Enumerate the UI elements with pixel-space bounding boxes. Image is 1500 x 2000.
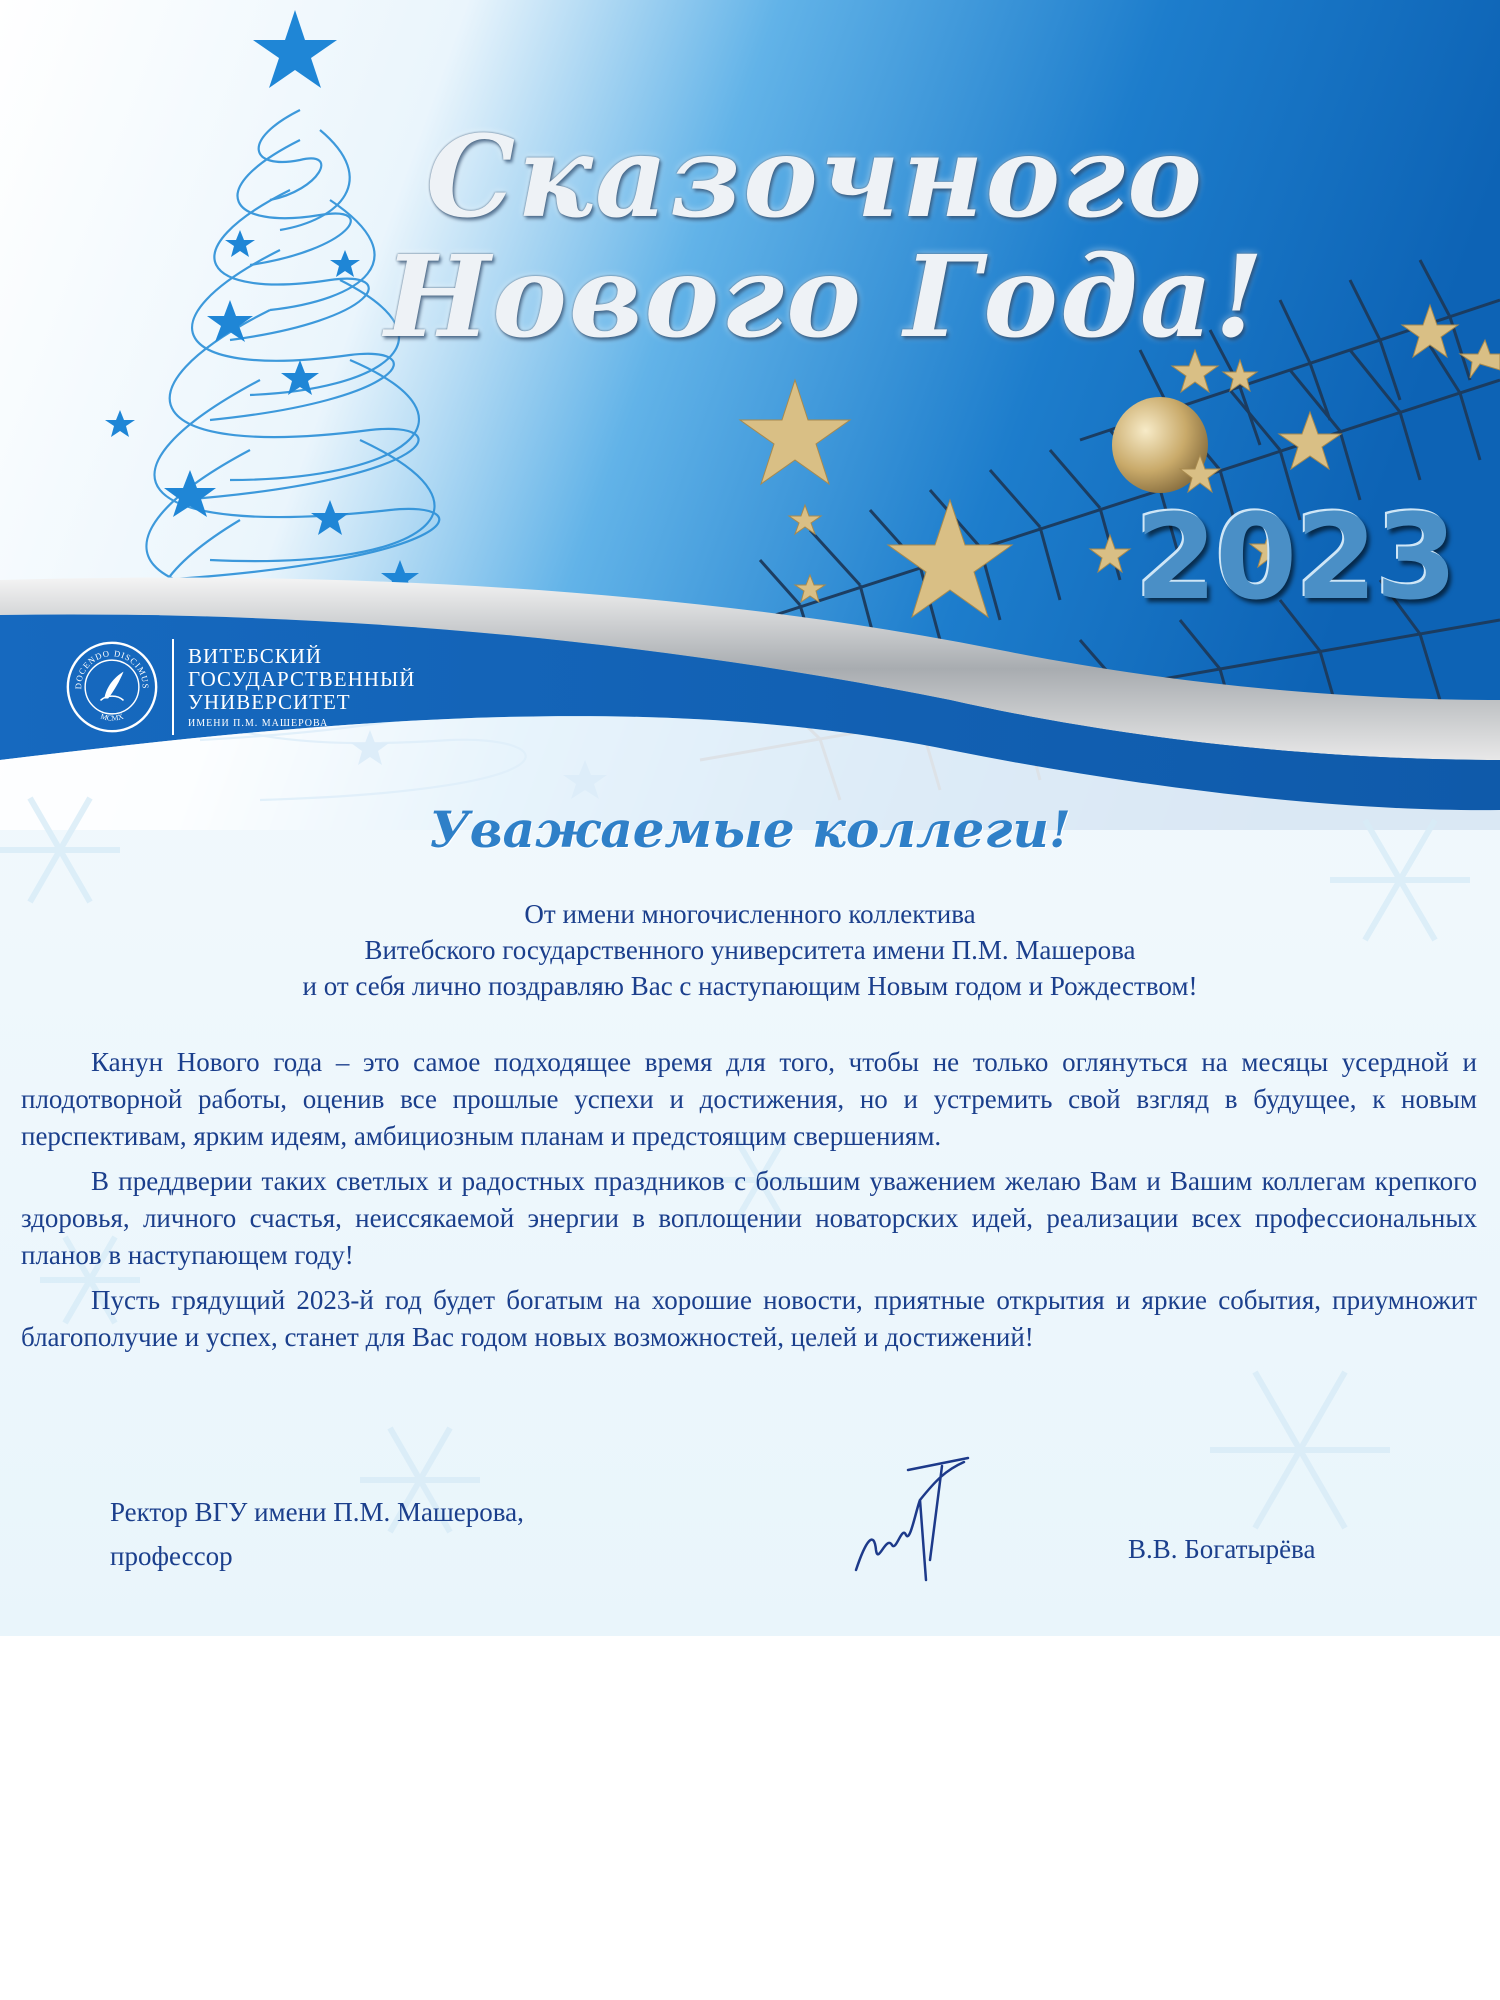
intro-line-2: Витебского государственного университета имени П.М. Машерова bbox=[364, 935, 1136, 965]
intro-block bbox=[0, 896, 1500, 1004]
body-paragraph-3: Пусть грядущий 2023-й год будет богатым на хорошие новости, приятные открытия и яркие события, приумножит благополучие и успех, станет для Вас годом новых возможностей, целей и достижений! bbox=[21, 1285, 1477, 1352]
year-number: 2023 bbox=[1135, 488, 1456, 626]
signature-role-line-1: Ректор ВГУ имени П.М. Машерова, bbox=[110, 1497, 524, 1527]
signature-role bbox=[110, 1490, 524, 1578]
signature-name: В.В. Богатырёва bbox=[1128, 1534, 1316, 1564]
logo-subtitle: ИМЕНИ П.М. МАШЕРОВА bbox=[188, 718, 329, 729]
logo-line-3: УНИВЕРСИТЕТ bbox=[188, 690, 351, 714]
intro-line-1: От имени многочисленного коллектива bbox=[524, 899, 976, 929]
signature-role-line-2: профессор bbox=[110, 1541, 233, 1571]
handwritten-signature bbox=[846, 1440, 976, 1590]
seal-motto: DOCENDO DISCIMUS bbox=[73, 648, 151, 690]
headline-line-1: Сказочного bbox=[426, 112, 1204, 243]
greeting-heading: Уважаемые коллеги! bbox=[429, 800, 1071, 859]
intro-line-3: и от себя лично поздравляю Вас с наступающим Новым годом и Рождеством! bbox=[302, 971, 1198, 1001]
logo-line-2: ГОСУДАРСТВЕННЫЙ bbox=[188, 667, 416, 691]
university-logo bbox=[64, 632, 415, 742]
seal-year: MCMX bbox=[99, 711, 125, 723]
body-paragraph-2: В преддверии таких светлых и радостных праздников с большим уважением желаю Вам и Вашим коллегам крепкого здоровья, личного счастья, неиссякаемой энергии в воплощении новаторских идей, реализации всех профессиональных планов в наступающем году! bbox=[21, 1166, 1477, 1270]
university-seal-icon bbox=[64, 639, 160, 735]
logo-line-1: ВИТЕБСКИЙ bbox=[188, 644, 323, 668]
logo-text bbox=[188, 645, 415, 729]
body-paragraph-1: Канун Нового года – это самое подходящее время для того, чтобы не только оглянуться на месяцы усердной и плодотворной работы, оценив все прошлые успехи и достижения, но и устремить свой взгляд в будущее, к новым перспективам, ярким идеям, амбициозным планам и предстоящим свершениям. bbox=[21, 1047, 1477, 1151]
letter-body bbox=[21, 1044, 1477, 1364]
headline-line-2: Нового Года! bbox=[384, 232, 1266, 363]
logo-divider bbox=[172, 639, 174, 735]
